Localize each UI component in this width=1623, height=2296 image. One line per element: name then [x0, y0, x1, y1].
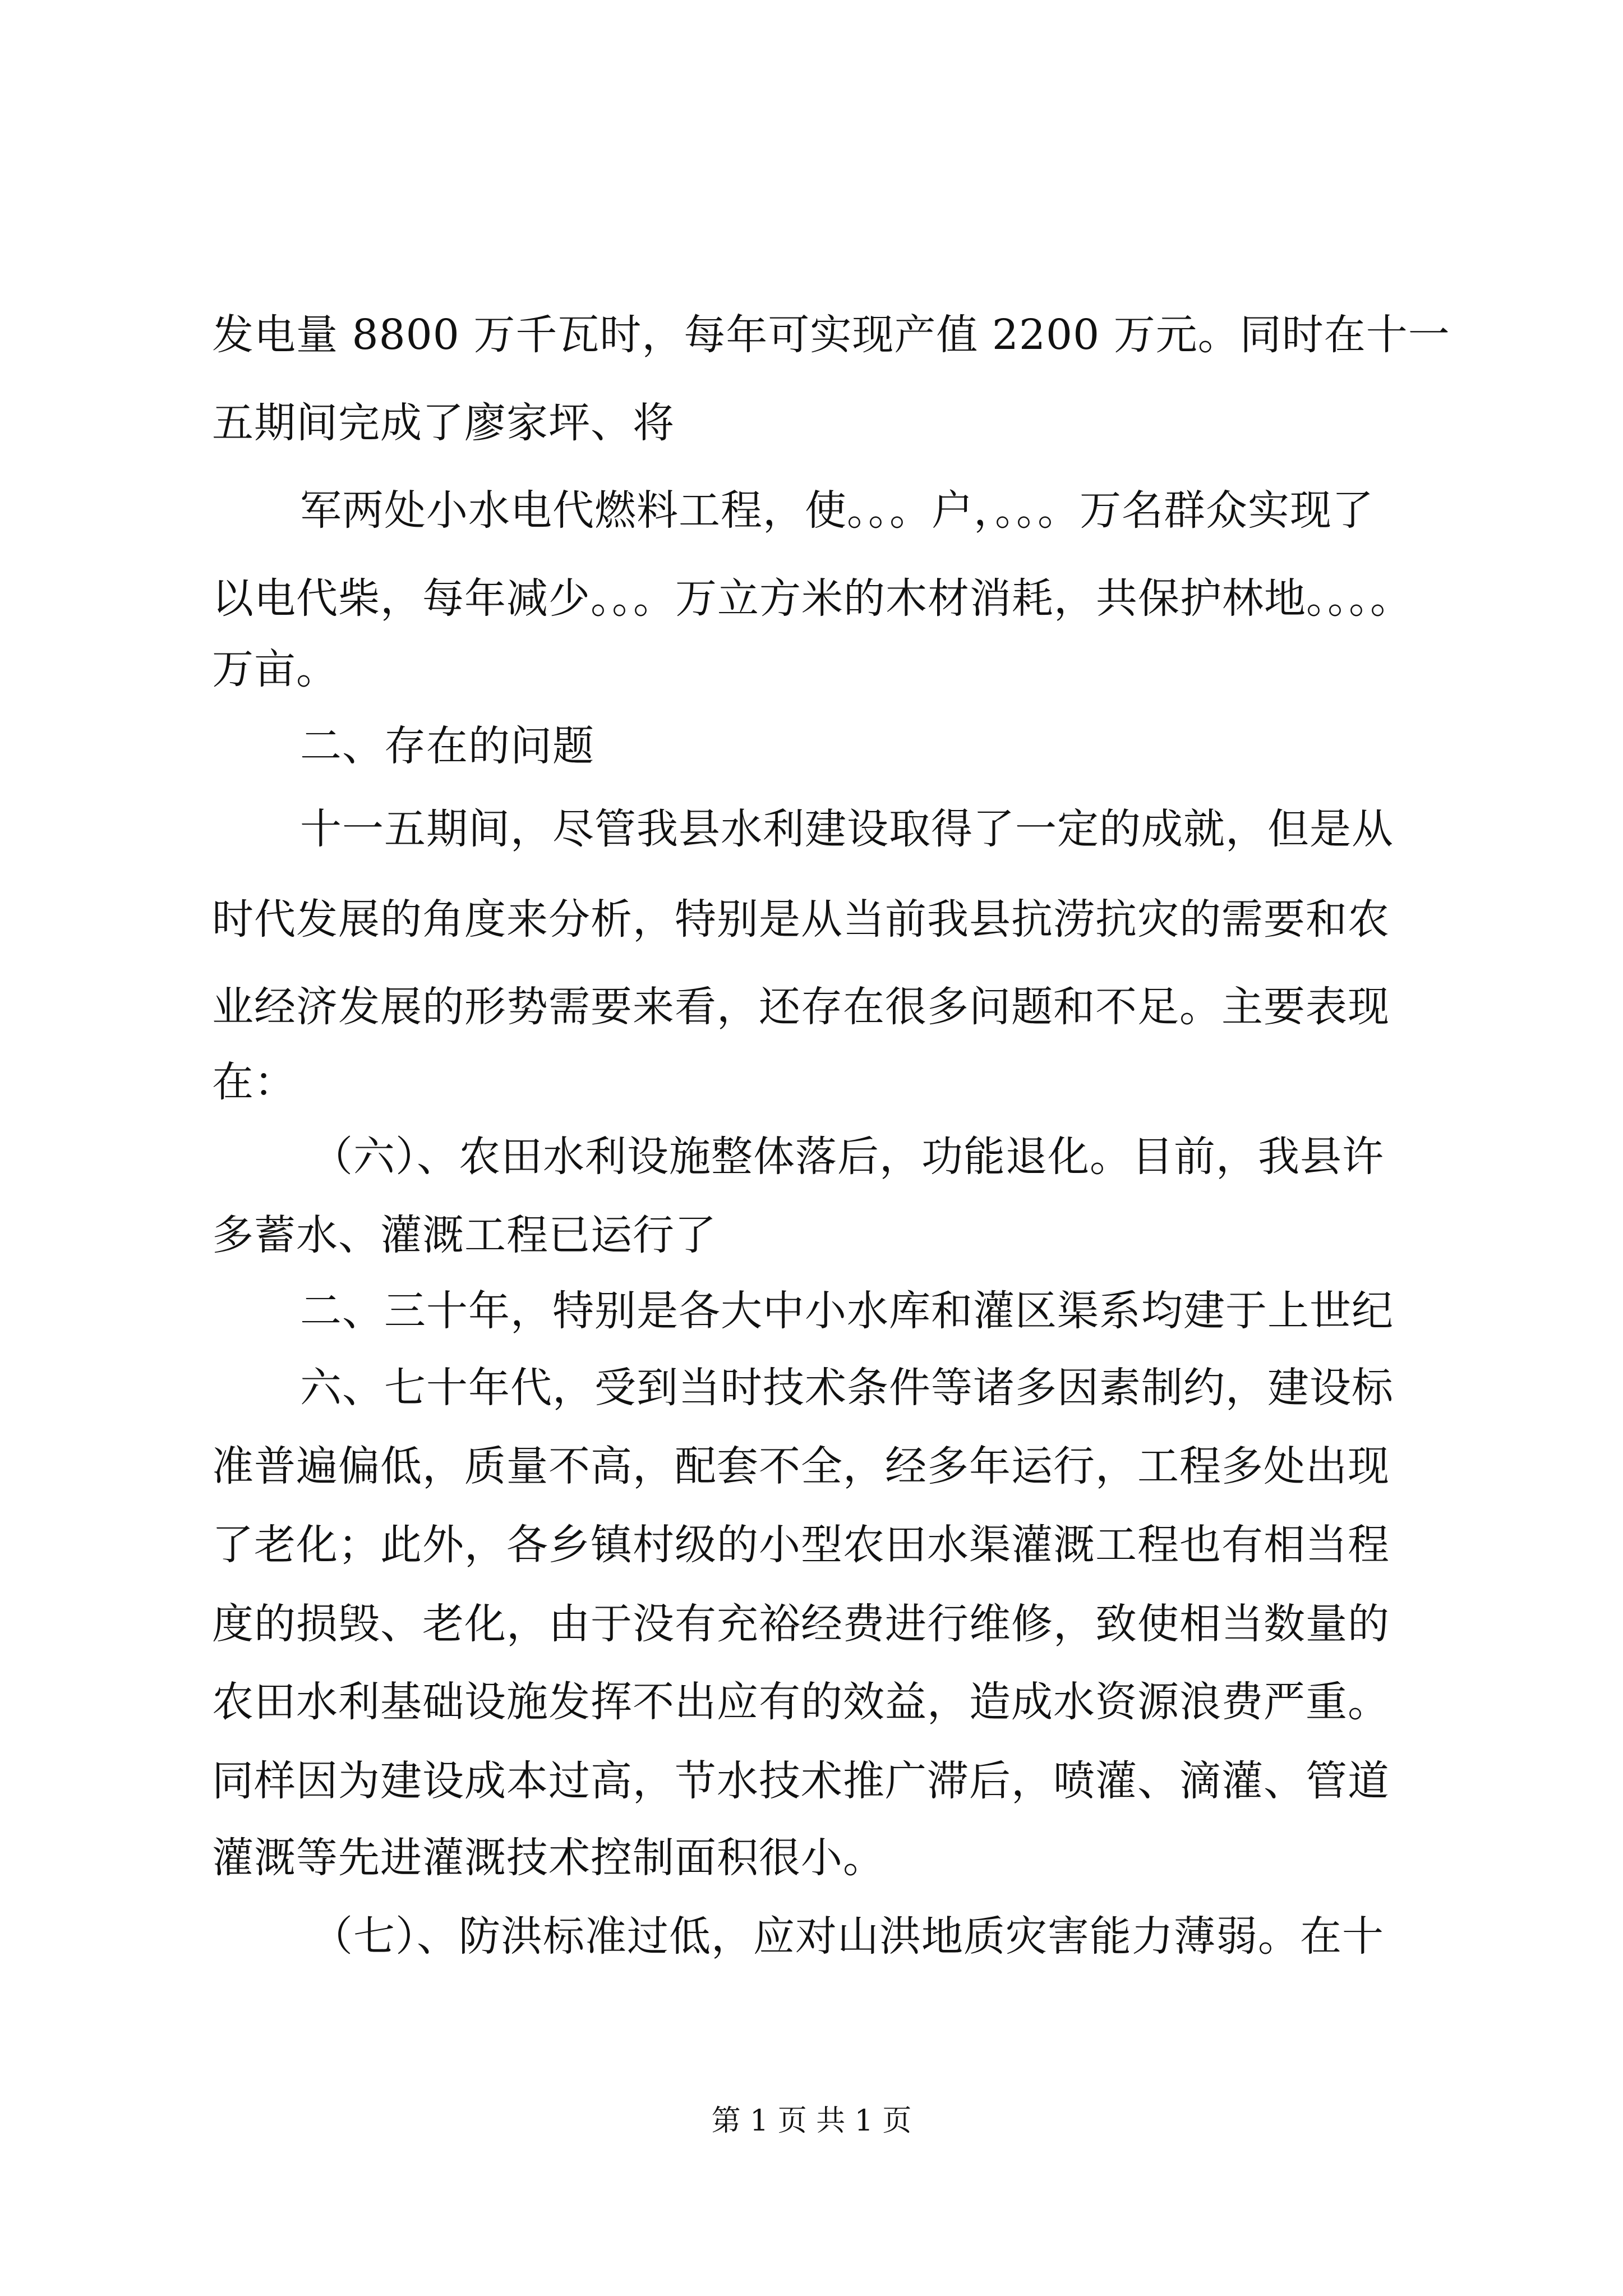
section-heading: 二、存在的问题 — [300, 722, 594, 770]
text-line: 了老化；此外，各乡镇村级的小型农田水渠灌溉工程也有相当程 — [212, 1521, 1390, 1569]
text-line: 二、三十年，特别是各大中小水库和灌区渠系均建于上世纪 — [300, 1287, 1394, 1335]
text-line: 农田水利基础设施发挥不出应有的效益，造成水资源浪费严重。 — [212, 1678, 1390, 1726]
text-line: 多蓄水、灌溉工程已运行了 — [212, 1211, 717, 1259]
text-line: 发电量 8800 万千瓦时，每年可实现产值 2200 万元。同时在十一 — [212, 311, 1450, 359]
text-line: 五期间完成了廖家坪、将 — [212, 399, 675, 447]
text-line: 时代发展的角度来分析，特别是从当前我县抗涝抗灾的需要和农 — [212, 895, 1390, 944]
page-number: 第 1 页 共 1 页 — [711, 2104, 912, 2138]
text-line: 六、七十年代，受到当时技术条件等诸多因素制约，建设标 — [300, 1364, 1394, 1412]
text-line: 在： — [212, 1058, 296, 1106]
text-line: （六）、农田水利设施整体落后，功能退化。目前，我县许 — [311, 1133, 1384, 1181]
text-line: 业经济发展的形势需要来看，还存在很多问题和不足。主要表现 — [212, 983, 1390, 1031]
text-line: 军两处小水电代燃料工程，使。。。户，。。。万名群众实现了 — [300, 486, 1374, 535]
text-line: 灌溉等先进灌溉技术控制面积很小。 — [212, 1834, 885, 1882]
text-line: 十一五期间，尽管我县水利建设取得了一定的成就，但是从 — [300, 805, 1394, 853]
text-line: 万亩。 — [212, 645, 338, 693]
text-line: 度的损毁、老化，由于没有充裕经费进行维修，致使相当数量的 — [212, 1600, 1390, 1648]
text-line: 同样因为建设成本过高，节水技术推广滞后，喷灌、滴灌、管道 — [212, 1757, 1390, 1805]
text-line: 准普遍偏低，质量不高，配套不全，经多年运行，工程多处出现 — [212, 1442, 1390, 1490]
text-line: （七）、防洪标准过低，应对山洪地质灾害能力薄弱。在十 — [311, 1912, 1384, 1961]
text-line: 以电代柴，每年减少。。。万立方米的木材消耗，共保护林地。。。。 — [212, 574, 1412, 623]
